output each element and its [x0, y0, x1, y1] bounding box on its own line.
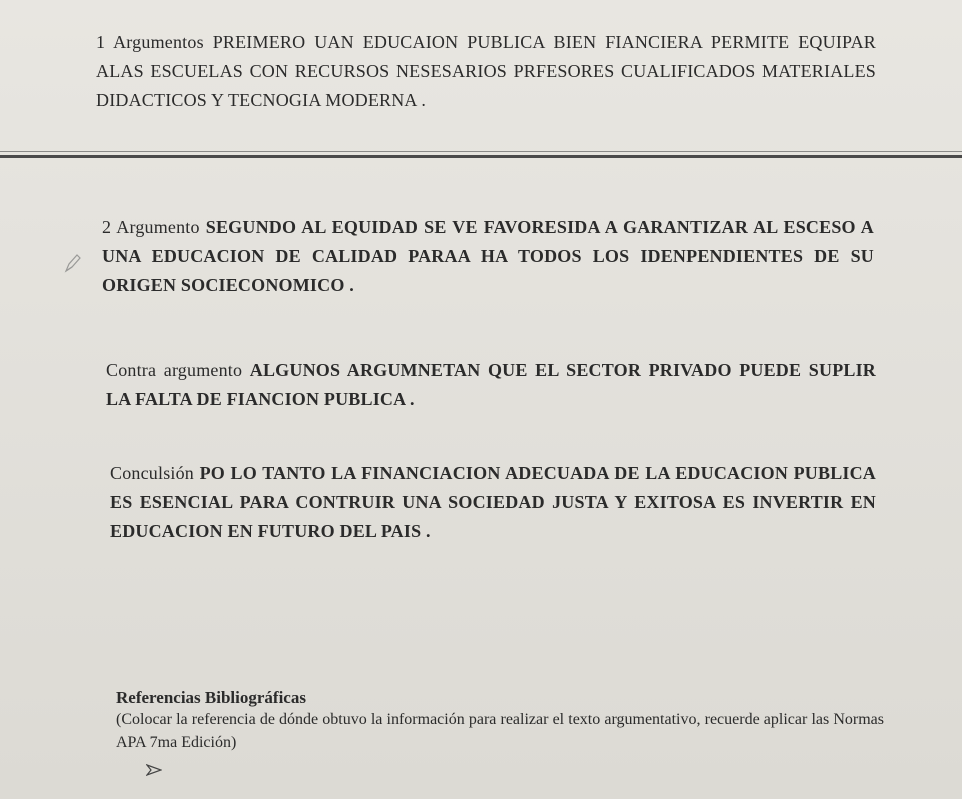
conclusion: [110, 459, 876, 546]
counter-argument: [106, 356, 876, 414]
argument-2-text: SEGUNDO AL EQUIDAD SE VE FAVORESIDA A GARANTIZAR AL ESCESO A UNA EDUCACION DE CALIDAD PARAA HA TODOS LOS IDENPENDIENTES DE SU ORIGEN SOCIECONOMICO .: [102, 217, 875, 295]
horizontal-rule: [0, 151, 962, 161]
references-instructions: (Colocar la referencia de dónde obtuvo la información para realizar el texto argumentativo, recuerde aplicar las Normas APA 7ma Edición): [116, 711, 884, 751]
mouse-cursor-icon: [146, 764, 162, 776]
rule-thick-line: [0, 155, 962, 158]
rule-thin-line: [0, 151, 962, 152]
conclusion-label: Conculsión: [110, 463, 195, 483]
argument-1: [96, 28, 876, 115]
argument-2: [102, 213, 874, 300]
argument-1-label: 1 Argumentos: [96, 32, 204, 52]
references-title: Referencias Bibliográficas: [116, 688, 306, 707]
pencil-icon: [63, 252, 83, 274]
counter-argument-text: ALGUNOS ARGUMNETAN QUE EL SECTOR PRIVADO PUEDE SUPLIR LA FALTA DE FIANCION PUBLICA .: [106, 360, 876, 409]
conclusion-text: PO LO TANTO LA FINANCIACION ADECUADA DE LA EDUCACION PUBLICA ES ESENCIAL PARA CONTRUIR UNA SOCIEDAD JUSTA Y EXITOSA ES INVERTIR EN EDUCACION EN FUTURO DEL PAIS .: [110, 463, 876, 541]
counter-argument-label: Contra argumento: [106, 360, 243, 380]
argument-1-text: PREIMERO UAN EDUCAION PUBLICA BIEN FIANCIERA PERMITE EQUIPAR ALAS ESCUELAS CON RECURSOS NESESARIOS PRFESORES CUALIFICADOS MATERIALES DIDACTICOS Y TECNOGIA MODERNA .: [96, 32, 876, 110]
argument-2-label: 2 Argumento: [102, 217, 200, 237]
